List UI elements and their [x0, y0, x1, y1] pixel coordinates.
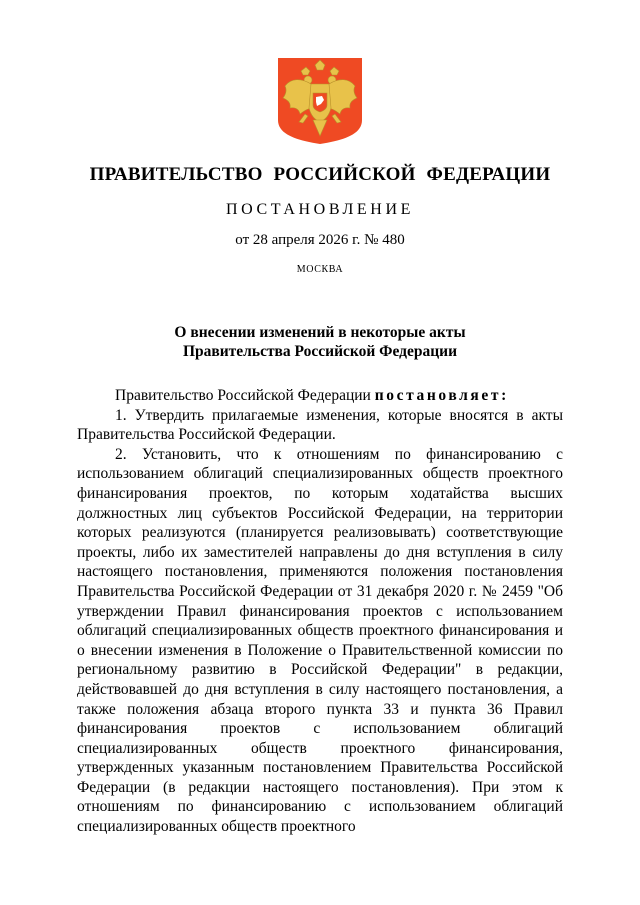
document-body [77, 386, 563, 837]
document-date-number: от 28 апреля 2026 г. № 480 [235, 232, 405, 248]
intro-text: Правительство Российской Федерации [115, 387, 375, 404]
coat-of-arms-icon [275, 56, 365, 146]
government-title: ПРАВИТЕЛЬСТВО РОССИЙСКОЙ ФЕДЕРАЦИИ [89, 164, 551, 185]
item-1-paragraph: 1. Утвердить прилагаемые изменения, которые вносятся в акты Правительства Российской Федерации. [77, 406, 563, 444]
decree-word: постановляет: [374, 387, 509, 404]
document-city: МОСКВА [296, 264, 344, 275]
document-type: ПОСТАНОВЛЕНИЕ [226, 201, 414, 218]
intro-paragraph [77, 386, 563, 406]
document-subject [0, 323, 640, 361]
item-2-paragraph: 2. Установить, что к отношениям по финансированию с использованием облигаций специализированных обществ проектного финансирования проектов, по которым ходатайства высших должностных лиц субъектов Российской Федерации, на территории которых реализуются (планируется реализовывать) соответствующие проекты, либо их заместителей направлены до дня вступления в силу настоящего постановления, применяются положения постановления Правительства Российской Федерации от 31 декабря 2020 г. № 2459 "Об утверждении Правил финансирования проектов с использованием облигаций специализированных обществ проектного финансирования и о внесении изменения в Положение о Правительственной комиссии по региональному развитию в Российской Федерации" в редакции, действовавшей до дня вступления в силу настоящего постановления, а также положения абзаца второго пункта 33 и пункта 36 Правил финансирования проектов с использованием облигаций специализированных обществ проектного финансирования, утвержденных указанным постановлением Правительства Российской Федерации (в редакции настоящего постановления). При этом к отношениям по финансированию с использованием облигаций специализированных обществ проектного [77, 445, 563, 836]
subject-line-1: О внесении изменений в некоторые акты [174, 324, 466, 341]
subject-line-2: Правительства Российской Федерации [182, 343, 458, 360]
